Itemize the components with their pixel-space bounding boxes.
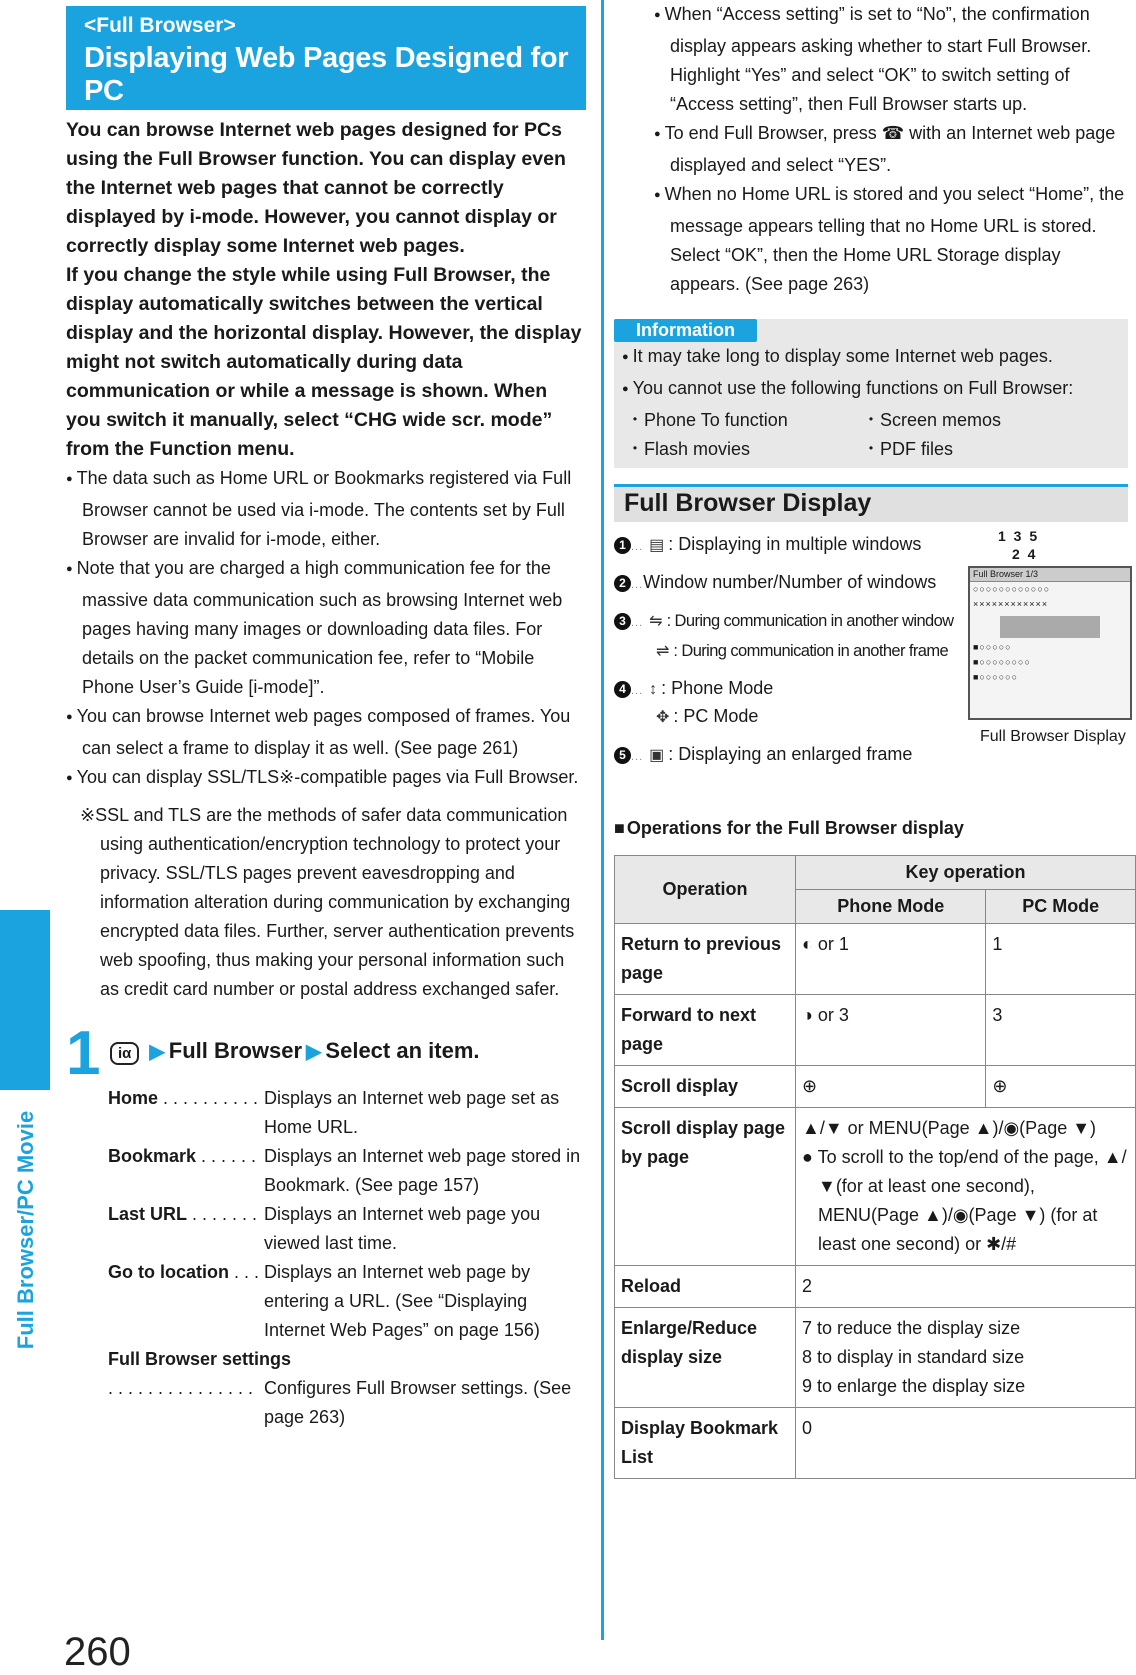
marker-2-icon: 2 (614, 575, 631, 592)
operation-cell: Scroll display (615, 1066, 796, 1108)
menu-item-dots: . . . . . . . (187, 1204, 258, 1224)
enlarged-frame-icon: ▣ (649, 747, 665, 764)
menu-item-dots: . . . . . . . . . . . . . . . (108, 1378, 254, 1398)
left-column (66, 6, 586, 1432)
section-subtitle: <Full Browser> (84, 14, 236, 37)
menu-item-term: Home (108, 1088, 159, 1108)
screen-row: ■○○○○○ (973, 642, 1012, 652)
menu-item-dots: . . . . . . . . . . (158, 1088, 259, 1108)
intro (66, 116, 586, 464)
operations-table (614, 855, 1136, 1479)
menu-item-desc: Configures Full Browser settings. (See page 263) (264, 1378, 572, 1427)
bullet-item: ● When “Access setting” is set to “No”, the confirmation display appears asking whether to start Full Browser. Highlight “Yes” and select “OK” to switch setting of “Access setting”, then Full Browser starts up. (654, 0, 1128, 119)
operation-cell: Scroll display page by page (615, 1108, 796, 1266)
menu-item-desc: Displays an Internet web page by entering a URL. (See “Displaying Internet Web Pages” on page 156) (264, 1262, 540, 1340)
information-box (614, 319, 1128, 468)
legend-text: : During communication in another window (666, 612, 954, 630)
right-column (614, 0, 1128, 1479)
operation-cell: Return to previous page (615, 924, 796, 995)
column-divider (601, 0, 604, 1640)
operations-title: ■ Operations for the Full Browser display (614, 818, 1128, 839)
header-pc-mode: PC Mode (986, 890, 1136, 924)
bullet-item: ● To end Full Browser, press ☎ with an Internet web page displayed and select “YES”. (654, 119, 1128, 180)
pc-mode-cell: 1 (986, 924, 1136, 995)
phone-mode-cell: 2 (796, 1266, 1136, 1308)
bullet-item: ● When no Home URL is stored and you select “Home”, the message appears telling that no Home URL is stored. Select “OK”, then the Home URL Storage display appears. (See page 263) (654, 180, 1128, 299)
phone-mode-line: 7 to reduce the display size (802, 1318, 1021, 1338)
header-phone-mode: Phone Mode (796, 890, 986, 924)
table-row (615, 1066, 1136, 1108)
bullet-item: ● Note that you are charged a high communication fee for the massive data communication such as browsing Internet web pages having many images or downloading data files. For details on the packet communication fee, refer to “Mobile Phone User’s Guide [i-mode]”. (66, 554, 586, 702)
phone-mode-line: 8 to display in standard size (802, 1347, 1025, 1367)
screen-counter: 1/3 (1025, 569, 1039, 579)
side-tab (0, 0, 50, 1673)
marker-3-icon: 3 (614, 613, 631, 630)
phone-mode-icon: ↕ (649, 681, 658, 698)
legend-item: 5 ... ▣ : Displaying an enlarged frame (614, 744, 912, 765)
bullet-item: ● The data such as Home URL or Bookmarks registered via Full Browser cannot be used via i-mode. The contents set by Full Browser are invalid for i-mode, either. (66, 464, 586, 554)
function-list (614, 406, 1120, 464)
frame-communication-icon: ⇌ (656, 643, 670, 660)
phone-mode-note: ● To scroll to the top/end of the page, ▲/▼(for at least one second), MENU(Page ▲)/◉(Page ▼) (for at least one second) or ✱/# (802, 1147, 1127, 1254)
bullet-item: ● You can display SSL/TLS※-compatible pages via Full Browser. (66, 763, 586, 795)
function-item: ・Phone To function (626, 410, 788, 430)
operation-cell: Display Bookmark List (615, 1408, 796, 1479)
screen-illustration (968, 566, 1132, 720)
menu-list (108, 1084, 586, 1432)
menu-item (108, 1374, 586, 1432)
legend-item: 3 ... ⇋ : During communication in another window (614, 610, 953, 631)
marker-1-icon: 1 (614, 537, 631, 554)
marker-4-icon: 4 (614, 681, 631, 698)
step-1 (66, 1019, 586, 1088)
phone-mode-cell (796, 1108, 1136, 1266)
information-tag: Information (614, 319, 757, 342)
multi-window-icon: ▤ (649, 537, 665, 554)
function-item: ・PDF files (862, 439, 954, 459)
legend-item: 4 ... ↕ : Phone Mode (614, 678, 773, 699)
phone-mode-cell: ◑ or 3 (796, 995, 986, 1066)
step-instruction (110, 1038, 480, 1065)
phone-mode-keys: ▲/▼ or MENU(Page ▲)/◉(Page ▼) (802, 1118, 1097, 1138)
phone-mode-cell: ◐ or 1 (796, 924, 986, 995)
arrow-right-icon: ▶ (306, 1041, 322, 1063)
legend-item (650, 706, 758, 727)
screen-caption: Full Browser Display (980, 728, 1126, 745)
screen-row: ■○○○○○○○○ (973, 657, 1031, 667)
menu-item-desc: Displays an Internet web page stored in Bookmark. (See page 157) (264, 1146, 581, 1195)
menu-item (108, 1142, 586, 1200)
phone-mode-cell (796, 1308, 1136, 1408)
menu-item-term: Last URL (108, 1204, 188, 1224)
menu-item-dots: . . . . . . (196, 1146, 257, 1166)
screen-title: Full Browser (973, 569, 1024, 579)
screen-image-block (1000, 616, 1100, 638)
ssl-note: ※SSL and TLS are the methods of safer data communication using authentication/encryption technology to protect your privacy. SSL/TLS pages prevent eavesdropping and information alteration during communication by exchanging encrypted data files. Further, server authentication prevents web spoofing, thus making your personal information such as credit card number or postal address exchanged safer. (80, 805, 575, 999)
menu-item (108, 1258, 586, 1345)
pc-mode-cell: 3 (986, 995, 1136, 1066)
operation-cell: Forward to next page (615, 995, 796, 1066)
function-item: ・Flash movies (626, 439, 751, 459)
step-number: 1 (66, 1019, 101, 1088)
side-tab-label: Full Browser/PC Movie (13, 1110, 38, 1350)
legend-item: 1 ... ▤ : Displaying in multiple windows (614, 534, 921, 555)
pc-mode-cell: ⊕ (986, 1066, 1136, 1108)
screen-titlebar (970, 568, 1130, 582)
information-bullet: ● You cannot use the following functions on Full Browser: (614, 374, 1120, 406)
information-bullet: ● It may take long to display some Internet web pages. (614, 342, 1120, 374)
screen-row: ■○○○○○○ (973, 672, 1019, 682)
legend-text: : PC Mode (673, 706, 759, 726)
section-title (66, 6, 586, 110)
table-row (615, 924, 1136, 995)
marker-5-icon: 5 (614, 747, 631, 764)
window-communication-icon: ⇋ (649, 613, 663, 630)
arrow-right-icon: ▶ (149, 1041, 165, 1063)
step-part2: Select an item. (325, 1038, 480, 1063)
menu-item-term: Bookmark (108, 1146, 197, 1166)
screen-marker-top: 1 3 5 (998, 528, 1040, 544)
legend-item: 2 ...Window number/Number of windows (614, 572, 936, 593)
function-item: ・Screen memos (862, 410, 1002, 430)
menu-item-term: Full Browser settings (108, 1349, 292, 1369)
screen-marker-bottom: 2 4 (1012, 546, 1038, 562)
phone-mode-cell: ⊕ (796, 1066, 986, 1108)
phone-mode-note-text: To scroll to the top/end of the page, ▲/▼(for at least one second), MENU(Page ▲)/◉(Page ▼) (for at least one second) or ✱/# (817, 1147, 1127, 1254)
section-main-title: Displaying Web Pages Designed for PC (84, 42, 569, 107)
table-row (615, 1308, 1136, 1408)
table-row (615, 995, 1136, 1066)
side-tab-block (0, 910, 50, 1090)
legend-text: : Displaying in multiple windows (668, 534, 922, 554)
operation-cell: Reload (615, 1266, 796, 1308)
legend-item (650, 640, 948, 661)
intro-paragraph: If you change the style while using Full Browser, the display automatically switches between the vertical display and the horizontal display. However, the display might not switch automatically during data communication or while a message is shown. When you switch it manually, select “CHG wide scr. mode” from the Function menu. (66, 264, 582, 460)
phone-mode-cell: 0 (796, 1408, 1136, 1479)
legend-text: : Displaying an enlarged frame (668, 744, 913, 764)
menu-item-desc: Displays an Internet web page you viewed last time. (264, 1204, 541, 1253)
step-part1: Full Browser (168, 1038, 303, 1063)
display-section-heading: Full Browser Display (614, 484, 1128, 522)
phone-mode-line: 9 to enlarge the display size (802, 1376, 1026, 1396)
screen-row: ×××××××××××× (973, 599, 1049, 609)
menu-item-desc: Displays an Internet web page set as Home URL. (264, 1088, 560, 1137)
menu-item-term: Go to location (108, 1262, 229, 1282)
legend-text: Window number/Number of windows (643, 572, 937, 592)
legend-text: : During communication in another frame (673, 642, 949, 660)
i-mode-key-icon: iα (110, 1042, 139, 1065)
table-row (615, 1108, 1136, 1266)
menu-item-dots: . . . (229, 1262, 260, 1282)
header-key-operation: Key operation (796, 856, 1136, 890)
intro-paragraph: You can browse Internet web pages designed for PCs using the Full Browser function. You can display even the Internet web pages that cannot be correctly displayed by i-mode. However, you cannot display or correctly display some Internet web pages. (66, 119, 566, 257)
header-operation: Operation (615, 856, 796, 924)
page-number: 260 (64, 1630, 131, 1674)
pc-mode-icon: ✥ (656, 709, 670, 726)
bullet-item: ● You can browse Internet web pages composed of frames. You can select a frame to display it as well. (See page 261) (66, 702, 586, 763)
display-legend (614, 528, 1128, 818)
table-row (615, 1266, 1136, 1308)
legend-text: : Phone Mode (661, 678, 774, 698)
operation-cell: Enlarge/Reduce display size (615, 1308, 796, 1408)
menu-item (108, 1084, 586, 1142)
menu-item (108, 1200, 586, 1258)
table-row (615, 1408, 1136, 1479)
screen-row: ○○○○○○○○○○○○ (973, 584, 1051, 594)
